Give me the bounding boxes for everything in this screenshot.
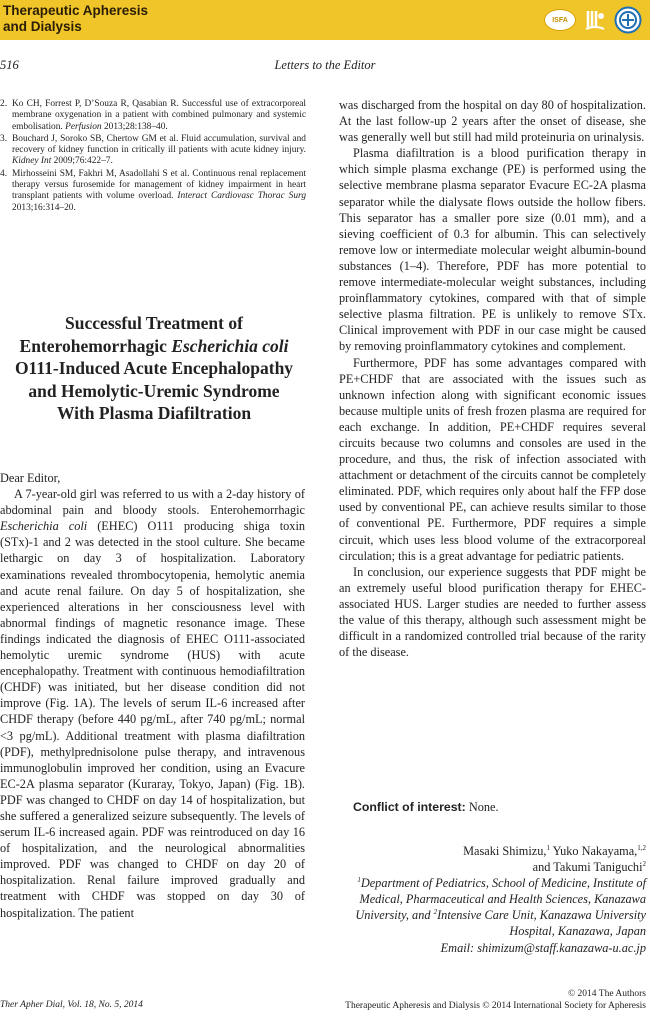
journal-banner: [0, 0, 650, 40]
title-part-2: O111-Induced Acute Encephalopathy and Hemolytic-Uremic Syndrome With Plasma Diafiltration: [14, 358, 294, 423]
reference-item: [0, 134, 306, 168]
affiliation-1: Department of Pediatrics, School of Medicine, Institute of Medical, Pharmaceutical and Health Sciences, Kanazawa University, and: [355, 876, 646, 923]
reference-journal: Perfusion: [65, 121, 102, 132]
author-line-1: [346, 843, 646, 859]
reference-cite: 2009;76:422–7.: [53, 156, 113, 167]
reference-text: Ko CH, Forrest P, D’Souza R, Qasabian R. Successful use of extracorporeal membrane oxygenation in a patient with combined pulmonary and systemic embolisation.: [12, 99, 306, 132]
affiliations: [346, 875, 646, 939]
author-email: Email: shimizum@staff.kanazawa-u.ac.jp: [440, 940, 646, 955]
aff-sup: 1: [357, 876, 361, 885]
author-name: and Takumi Taniguchi: [532, 860, 643, 875]
reference-journal: Interact Cardiovasc Thorac Surg: [177, 191, 307, 202]
reference-text: Mirhosseini SM, Fakhri M, Asadollahi S et al. Continuous renal replacement therapy versus furosemide for management of kidney impairment in heart transplant patients with volume overload.: [12, 168, 306, 202]
title-organism: Escherichia coli: [171, 335, 289, 356]
paragraph-case-cont: was discharged from the hospital on day 80 of hospitalization. At the last follow-up 2 years after the onset of disease, she was generally well but still had mild proteinuria on urinalysis.: [339, 98, 646, 145]
paragraph-conclusion: In conclusion, our experience suggests that PDF might be an extremely useful blood purification therapy for EHEC-associated HUS. Larger studies are needed to further assess the value of this therapy, although such assessment might be difficult in a randomized controlled trial because of the rarity of the disease.: [339, 564, 646, 660]
author-name: Masaki Shimizu,: [463, 844, 547, 858]
journal-name: Therapeutic Apheresis and Dialysis: [3, 3, 149, 34]
case-organism: Escherichia coli: [0, 519, 88, 534]
body-left-column: [0, 470, 305, 921]
logo-group: [544, 5, 642, 35]
conflict-of-interest: [353, 800, 499, 815]
aff-sup: 2: [433, 908, 438, 917]
article-title: [14, 312, 294, 425]
page-number: 516: [0, 58, 19, 72]
author-sup: 1,2: [637, 843, 646, 852]
author-sup: 2: [642, 860, 646, 868]
title-part-1: Successful Treatment of Enterohemorrhagic: [19, 313, 243, 356]
paragraph-case: [0, 486, 305, 921]
reference-cite: 2013;16:314–20.: [12, 202, 76, 213]
salutation: Dear Editor,: [0, 471, 61, 485]
paragraph-pdf: Plasma diafiltration is a blood purification therapy in which simple plasma exchange (PE) is performed using the selective membrane plasma separator Evacure EC-2A plasma separator while the dialysate flows outside the hollow fibers. This separator has a smaller pore size (0.01 mm), and a sieving coefficient of 0.3 for albumin. This can selectively remove low or intermediate molecular weight albumin-bound substances (1–4). Therefore, PDF has more potential to remove intermediate-molecular weight substances, including proinflammatory cytokines, compared with that of simple selective plasma filtration. PE is unlikely to remove STx. Clinical improvement with PDF in our case might be caused by removing proinflammatory cytokines and complement.: [339, 146, 646, 354]
footer-copyright: [345, 988, 646, 1012]
author-name: Yuko Nakayama,: [552, 844, 638, 858]
author-sup: 1: [546, 843, 550, 852]
running-head: Letters to the Editor: [274, 58, 376, 72]
reference-number: 3.: [0, 133, 8, 144]
jsdt-logo-icon: [614, 6, 642, 34]
society-emblem-icon: [582, 7, 608, 33]
author-line-2: [346, 859, 646, 875]
coi-value: None.: [468, 800, 499, 814]
copyright-line-1: © 2014 The Authors: [567, 989, 646, 999]
isfa-logo-icon: ISFA: [544, 9, 576, 31]
case-text-b: (EHEC) O111 producing shiga toxin (STx)-1 and 2 was detected in the stool culture. She became lethargic on day 3 of hospitalization. Laboratory examinations revealed thrombocytopenia, hemolytic anemia and acute renal failure. On day 5 of hospitalization, she experienced alterations in her consciousness level with abnormal findings of magnetic resonance image. These findings indicated the diagnosis of EHEC O111-associated hemolytic uremic syndrome (HUS) with acute encephalopathy. Treatment with continuous hemodiafiltration (CHDF) was initiated, but her disease condition did not improve (Fig. 1A). The levels of serum IL-6 increased after CHDF therapy (before 440 pg/mL, after 740 pg/mL; normal <3 pg/mL). Additional treatment with plasma diafiltration (PDF), methylprednisolone pulse therapy, and intravenous immunoglobulin improved her condition, using an Evacure EC-2A plasma separator (Kuraray, Tokyo, Japan) (Fig. 1B). PDF was changed to CHDF on day 14 of hospitalization, but she suffered a generalized seizure subsequently. The levels of serum IL-6 increased again. PDF was reintroduced on day 16 of hospitalization, and the neurological abnormalities improved. PDF was changed to CHDF on day 20 of hospitalization. Renal failure improved gradually and treatment with CHDF was stopped on day 30 of hospitalization. The patient: [0, 519, 306, 920]
reference-text: Bouchard J, Soroko SB, Chertow GM et al. Fluid accumulation, survival and recovery of kidney function in critically ill patients with acute kidney injury.: [12, 133, 306, 156]
footer-citation: Ther Apher Dial, Vol. 18, No. 5, 2014: [0, 1000, 143, 1010]
copyright-line-2: Therapeutic Apheresis and Dialysis © 2014 International Society for Apheresis: [345, 1001, 646, 1011]
author-block: [346, 843, 646, 956]
reference-number: 4.: [0, 168, 8, 179]
reference-number: 2.: [0, 99, 8, 109]
affiliation-2: Intensive Care Unit, Kanazawa University Hospital, Kanazawa, Japan: [437, 908, 646, 939]
case-text-a: A 7-year-old girl was referred to us with a 2-day history of abdominal pain and bloody stools. Enterohemorrhagic: [0, 487, 305, 518]
body-right-column: [339, 97, 646, 660]
reference-item: [0, 99, 306, 133]
reference-journal: Kidney Int: [12, 156, 52, 167]
reference-cite: 2013;28:138–40.: [103, 121, 168, 132]
coi-label: Conflict of interest:: [353, 800, 466, 814]
reference-item: [0, 169, 306, 214]
paragraph-advantages: Furthermore, PDF has some advantages compared with PE+CHDF that are associated with the issues such as unknown infection along with significant economic issues because multiple units of fresh frozen plasma are required for each exchange. In addition, PE+CHDF requires several circuits because two columns and consoles are used in the procedure, and thus, the risk of infection associated with attachment or detachment of the circuits cannot be completely eliminated. PDF, which requires only about half the FFP dose used by conventional PE, can achieve results similar to those of conventional PE. Furthermore, PDF requires a simple circuit, which uses less blood volume of the extracorporeal circulation; this is a great advantage for pediatric patients.: [339, 355, 646, 563]
reference-list: [0, 99, 306, 215]
